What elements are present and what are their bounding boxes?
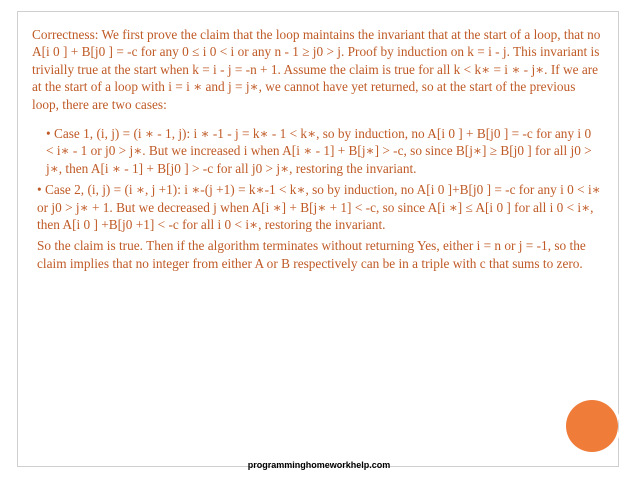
case-1-paragraph: • Case 1, (i, j) = (i ∗ - 1, j): i ∗ -1 - j = k∗ - 1 < k∗, so by induction, no A[i 0 ] + B[j0 ] = -c for any i 0 < i∗ - 1 or j0 > j∗. But we increased i when A[i ∗ - 1] + B[j∗] > -c, so since B[j∗] ≥ B[j0 ] for all j0 > j∗, then A[i ∗ - 1] + B[j0 ] > -c for all j0 > j∗, restoring the invariant. <box>46 126 592 176</box>
slide-content <box>32 26 602 272</box>
intro-paragraph: Correctness: We first prove the claim that the loop maintains the invariant that at the start of a loop, that no A[i 0 ] + B[j0 ] = -c for any 0 ≤ i 0 < i or any n - 1 ≥ j0 > j. Proof by induction on k = i - j. This invariant is trivially true at the start when k = i - j = -n + 1. Assume the claim is true for all k < k∗ = i ∗ - j∗. If we are at the start of a loop with i = i ∗ and j = j∗, we cannot have yet returned, so at the start of the previous loop, there are two cases: <box>32 27 601 112</box>
orange-circle-decoration <box>566 400 618 452</box>
case-2-paragraph: • Case 2, (i, j) = (i ∗, j +1): i ∗-(j +1) = k∗-1 < k∗, so by induction, no A[i 0 ]+B[j0 ] = -c for any i 0 < i∗ or j0 > j∗ + 1. But we decreased j when A[i ∗] + B[j∗ + 1] < -c, so since A[i ∗] ≤ A[i 0 ] for all i 0 < i∗, then A[i 0 ] +B[j0 +1] < -c for all i 0 < i∗, restoring the invariant. <box>37 182 601 233</box>
conclusion-paragraph: So the claim is true. Then if the algorithm terminates without returning Yes, either i = n or j = -1, so the claim implies that no integer from either A or B respectively can be in a triple with c that sums to zero. <box>37 238 586 271</box>
footer-url: programminghomeworkhelp.com <box>247 460 391 470</box>
